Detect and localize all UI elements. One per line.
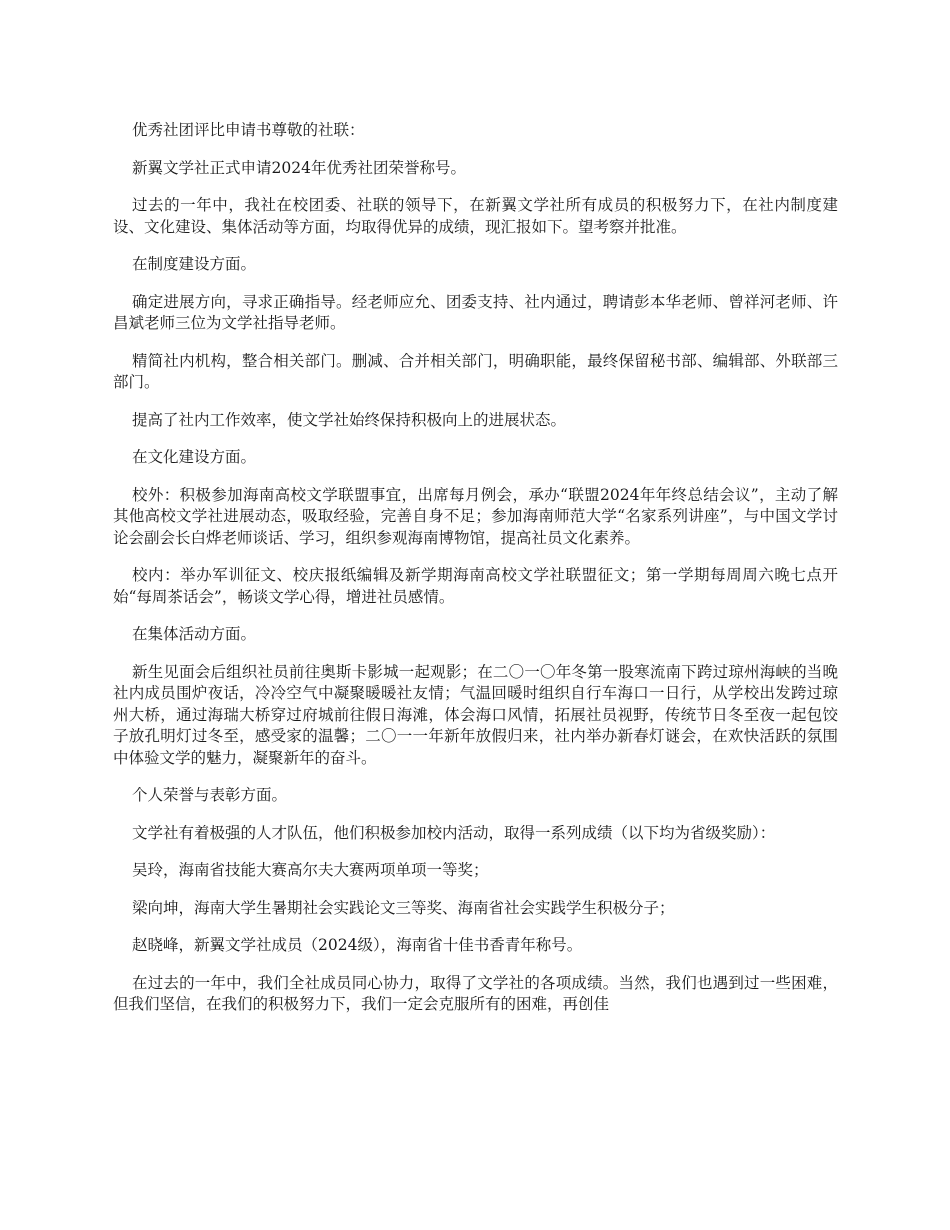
paragraph-talent: 文学社有着极强的人才队伍，他们积极参加校内活动，取得一系列成绩（以下均为省级奖励）： [132, 823, 776, 842]
paragraph-award-wu: 吴玲，海南省技能大赛高尔夫大赛两项单项一等奖； [132, 861, 489, 879]
paragraph-award-liang: 梁向坤，海南大学生暑期社会实践论文三等奖、海南省社会实践学生积极分子； [132, 898, 675, 917]
paragraph-salutation: 优秀社团评比申请书尊敬的社联： [132, 121, 365, 139]
paragraph-conclusion: 在过去的一年中，我们全社成员同心协力，取得了文学社的各项成绩。当然，我们也遇到过一些困难，但我们坚信，在我们的积极努力下，我们一定会克服所有的困难，再创佳 [113, 973, 838, 1013]
paragraph-intro: 过去的一年中，我社在校团委、社联的领导下，在新翼文学社所有成员的积极努力下，在社内制度建设、文化建设、集体活动等方面，均取得优异的成绩，现汇报如下。望考察并批准。 [113, 196, 838, 236]
heading-system-building: 在制度建设方面。 [132, 255, 257, 273]
paragraph-efficiency: 提高了社内工作效率，使文学社始终保持积极向上的进展状态。 [132, 410, 567, 429]
heading-culture-building: 在文化建设方面。 [132, 448, 257, 466]
heading-group-activities: 在集体活动方面。 [132, 625, 257, 643]
paragraph-on-campus: 校内：举办军训征文、校庆报纸编辑及新学期海南高校文学社联盟征文；第一学期每周周六晚七点开始“每周茶话会”，畅谈文学心得，增进社员感情。 [113, 566, 838, 606]
paragraph-guidance: 确定进展方向，寻求正确指导。经老师应允、团委支持、社内通过，聘请彭本华老师、曾祥河老师、许昌斌老师三位为文学社指导老师。 [113, 292, 838, 332]
paragraph-award-zhao: 赵晓峰，新翼文学社成员（2024级），海南省十佳书香青年称号。 [132, 936, 583, 954]
paragraph-off-campus: 校外：积极参加海南高校文学联盟事宜，出席每月例会，承办“联盟2024年年终总结会议”，主动了解其他高校文学社进展动态，吸取经验，完善自身不足；参加海南师范大学“名家系列讲座”，与中国文学讨论会副会长白烨老师谈话、学习，组织参观海南博物馆，提高社员文化素养。 [113, 485, 838, 547]
document-body [113, 120, 838, 1032]
heading-honors: 个人荣誉与表彰方面。 [132, 786, 288, 804]
paragraph-activities: 新生见面会后组织社员前往奥斯卡影城一起观影；在二〇一〇年冬第一股寒流南下跨过琼州海峡的当晚社内成员围炉夜话，冷冷空气中凝聚暖暖社友情；气温回暖时组织自行车海口一日行，从学校出发跨过琼州大桥，通过海瑞大桥穿过府城前往假日海滩，体会海口风情，拓展社员视野，传统节日冬至夜一起包饺子放孔明灯过冬至，感受家的温馨；二〇一一年新年放假归来，社内举办新春灯谜会，在欢快活跃的氛围中体验文学的魅力，凝聚新年的奋斗。 [113, 662, 838, 767]
paragraph-departments: 精简社内机构，整合相关部门。删减、合并相关部门，明确职能，最终保留秘书部、编辑部、外联部三部门。 [113, 351, 838, 391]
paragraph-application: 新翼文学社正式申请2024年优秀社团荣誉称号。 [132, 158, 466, 177]
